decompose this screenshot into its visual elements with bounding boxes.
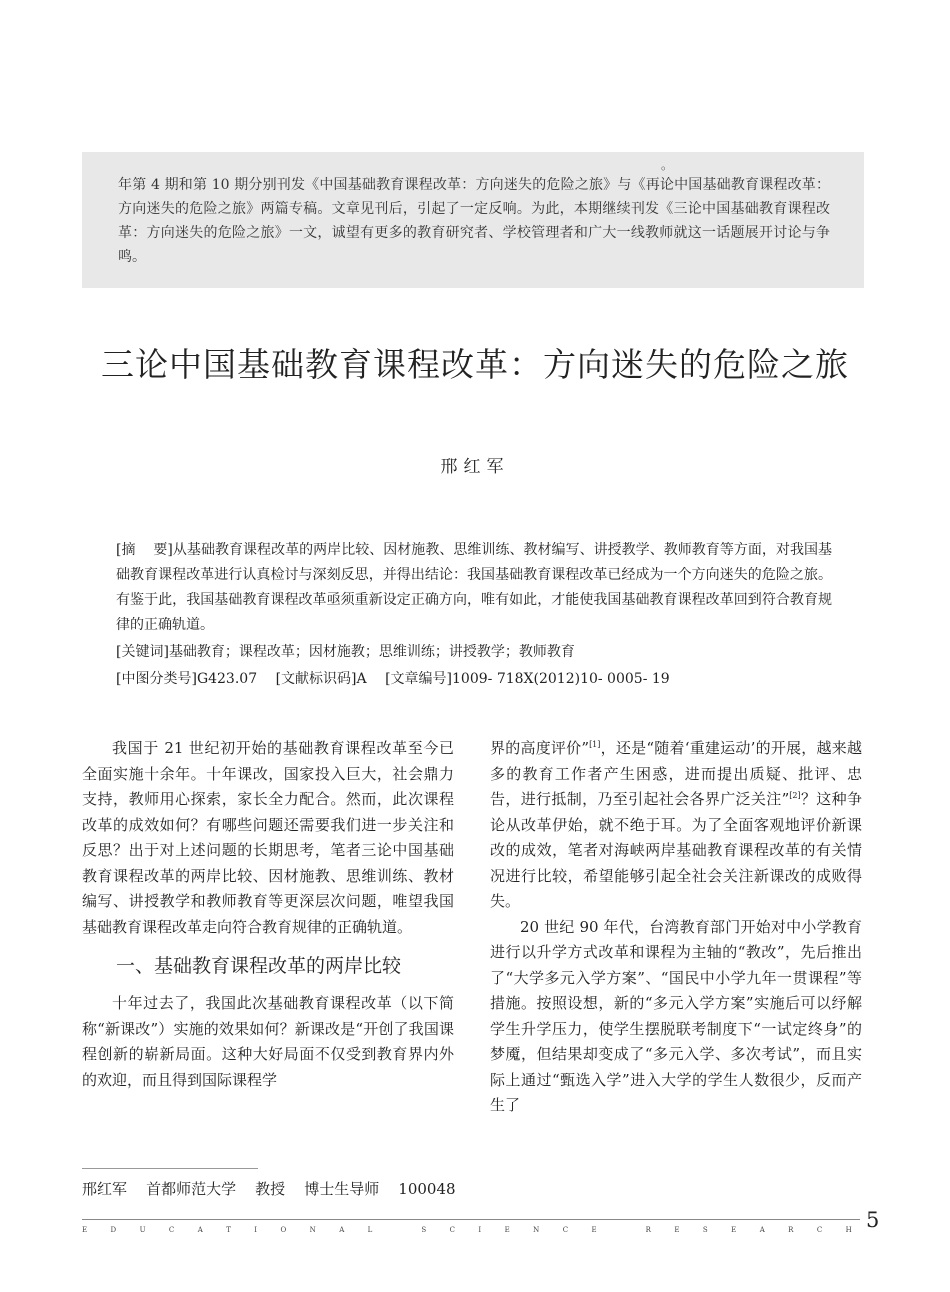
text-run: ？这种争论从改革伊始，就不绝于耳。为了全面客观地评价新课改的成效，笔者对海峡两岸基础教育课程改革的有关情况进行比较，希望能够引起全社会关注新课改的成败得失。 (490, 790, 862, 910)
body-column-right (490, 736, 862, 1119)
abstract-label: [摘 要] (116, 542, 173, 558)
journal-letter: A (197, 1226, 203, 1234)
abstract (116, 538, 832, 638)
body-column-left (82, 736, 454, 1093)
reference-1[interactable]: [1] (589, 740, 601, 749)
journal-name-footer (82, 1226, 852, 1234)
journal-letter: D (110, 1226, 117, 1234)
article-no-label: [文章编号] (385, 671, 453, 687)
editor-note-text: 年第 4 期和第 10 期分别刊发《中国基础教育课程改革：方向迷失的危险之旅》与《再论中国基础教育课程改革：方向迷失的危险之旅》两篇专稿。文章见刊后，引起了一定反响。为此，本期继续刊发《三论中国基础教育课程改革：方向迷失的危险之旅》一文，诚望有更多的教育研究者、学校管理者和广大一线教师就这一话题展开讨论与争鸣。 (118, 177, 830, 265)
journal-letter: I (478, 1226, 482, 1234)
body-paragraph: 十年过去了，我国此次基础教育课程改革（以下简称“新课改”）实施的效果如何？新课改是“开创了我国课程创新的崭新局面。这种大好局面不仅受到教育界内外的欢迎，而且得到国际课程学 (82, 994, 454, 1089)
journal-letter: E (731, 1226, 737, 1234)
journal-letter: C (168, 1226, 175, 1234)
journal-letter: E (591, 1226, 597, 1234)
article-title: 三论中国基础教育课程改革：方向迷失的危险之旅 (101, 345, 849, 384)
abstract-text: 从基础教育课程改革的两岸比较、因材施教、思维训练、教材编写、讲授教学、教师教育等方面，对我国基础教育课程改革进行认真检讨与深刻反思，并得出结论：我国基础教育课程改革已经成为一个方向迷失的危险之旅。有鉴于此，我国基础教育课程改革亟须重新设定正确方向，唯有如此，才能使我国基础教育课程改革回到符合教育规律的正确轨道。 (116, 542, 832, 633)
journal-letter: O (280, 1226, 287, 1234)
body-paragraph (490, 736, 862, 915)
journal-letter: S (421, 1226, 427, 1234)
journal-letter: H (845, 1226, 852, 1234)
keywords-label: [关键词] (116, 644, 169, 660)
journal-letter: L (367, 1226, 373, 1234)
doc-code-label: [文献标识码] (275, 671, 357, 687)
journal-letter (620, 1226, 622, 1234)
journal-letter: E (504, 1226, 510, 1234)
class-label: [中图分类号] (116, 671, 197, 687)
author-footnote: 邢红军 首都师范大学 教授 博士生导师 100048 (82, 1180, 456, 1198)
journal-letter: C (562, 1226, 569, 1234)
footer-rule (82, 1219, 860, 1220)
journal-letter (396, 1226, 398, 1234)
journal-letter: T (226, 1226, 231, 1234)
journal-letter: U (139, 1226, 146, 1234)
journal-letter: S (702, 1226, 708, 1234)
text-run: 界的高度评价” (490, 739, 590, 757)
reference-2[interactable]: [2] (789, 791, 801, 800)
doc-code-value: A (356, 671, 367, 687)
journal-letter: I (254, 1226, 258, 1234)
class-value: G423.07 (196, 671, 258, 687)
journal-letter: E (82, 1226, 88, 1234)
journal-letter: N (309, 1226, 316, 1234)
journal-letter: N (533, 1226, 540, 1234)
article-no-value: 1009- 718X(2012)10- 0005- 19 (452, 671, 670, 687)
journal-letter: C (816, 1226, 823, 1234)
journal-letter: A (759, 1226, 765, 1234)
editor-note-box (82, 152, 864, 288)
journal-letter: R (788, 1226, 794, 1234)
note-dot: 。 (661, 158, 674, 172)
body-paragraph: 我国于 21 世纪初开始的基础教育课程改革至今已全面实施十余年。十年课改，国家投入巨大，社会鼎力支持，教师用心探索，家长全力配合。然而，此次课程改革的成效如何？有哪些问题还需要我们进一步关注和反思？出于对上述问题的长期思考，笔者三论中国基础教育课程改革的两岸比较、因材施教、思维训练、教材编写、讲授教学和教师教育等更深层次问题，唯望我国基础教育课程改革走向符合教育规律的正确轨道。 (82, 739, 454, 936)
footnote-rule (82, 1168, 258, 1169)
section-heading: 一、基础教育课程改革的两岸比较 (116, 955, 402, 977)
journal-letter: E (674, 1226, 680, 1234)
journal-letter: A (339, 1226, 345, 1234)
keywords (116, 640, 832, 665)
page-number: 5 (866, 1208, 880, 1232)
classification-line (116, 667, 832, 692)
article-author: 邢红军 (440, 457, 510, 477)
journal-letter: R (645, 1226, 651, 1234)
text-run: ，还是“随着‘重建运动’的开展，越来越多的教育工作者产生困惑，进而提出质疑、批评、忠告，进行抵制，乃至引起社会各界广泛关注” (490, 739, 862, 808)
journal-letter: C (449, 1226, 455, 1234)
body-paragraph: 20 世纪 90 年代，台湾教育部门开始对中小学教育进行以升学方式改革和课程为主轴的“教改”，先后推出了“大学多元入学方案”、“国民中小学九年一贯课程”等措施。按照设想，新的“多元入学方案”实施后可以纾解学生升学压力，使学生摆脱联考制度下“一试定终身”的梦魇，但结果却变成了“多元入学、多次考试”，而且实际上通过“甄选入学”进入大学的学生人数很少，反而产生了 (490, 917, 862, 1114)
keywords-text: 基础教育；课程改革；因材施教；思维训练；讲授教学；教师教育 (168, 644, 575, 660)
